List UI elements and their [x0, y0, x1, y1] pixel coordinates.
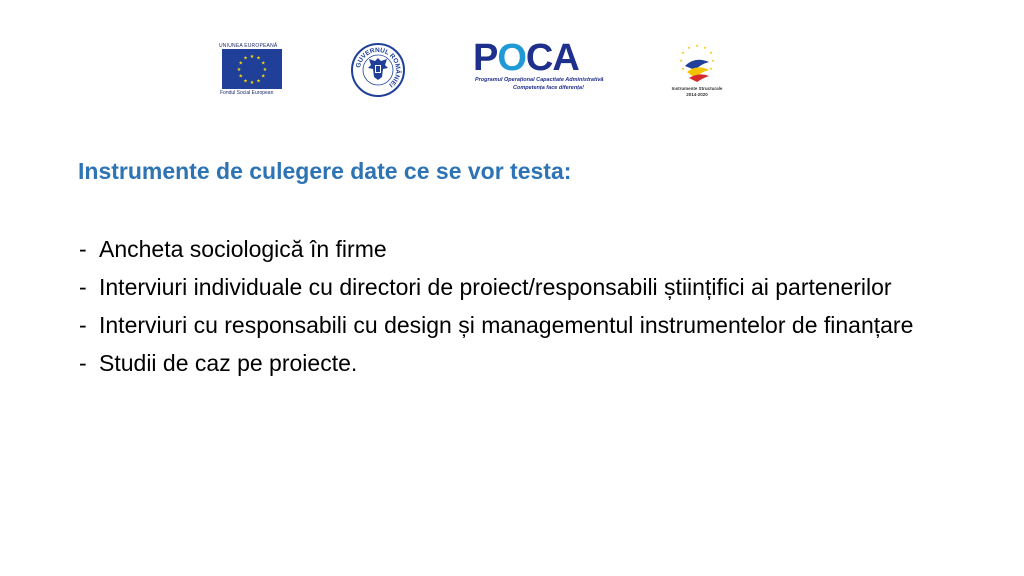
- svg-text:★: ★: [709, 66, 713, 71]
- eu-logo-caption-top: UNIUNEA EUROPEANĂ: [219, 43, 278, 49]
- svg-text:★: ★: [711, 58, 715, 63]
- poca-slogan: Competența face diferența!: [513, 85, 584, 91]
- structural-instruments-icon: [665, 40, 729, 86]
- svg-text:★: ★: [249, 54, 255, 60]
- slide-content: [78, 152, 958, 386]
- structural-instruments-years: 2014-2020: [686, 92, 708, 97]
- list-item-text: Interviuri cu responsabili cu design și managementul instrumentelor de finanțare: [99, 312, 914, 338]
- bullet-dash: -: [79, 350, 87, 376]
- svg-text:★: ★: [238, 73, 243, 80]
- svg-text:★: ★: [679, 58, 683, 63]
- svg-text:★: ★: [243, 55, 248, 62]
- svg-text:★: ★: [236, 67, 242, 73]
- svg-text:★: ★: [695, 43, 699, 48]
- structural-instruments-caption: Instrumente Structurale: [671, 86, 723, 91]
- svg-text:★: ★: [681, 50, 685, 55]
- government-seal-text: GUVERNUL ROMÂNIEI: [355, 46, 402, 89]
- slide-heading: Instrumente de culegere date ce se vor testa:: [78, 158, 572, 184]
- list-item: [78, 348, 958, 378]
- svg-text:★: ★: [687, 45, 691, 50]
- instrument-list: [78, 234, 958, 378]
- list-item-text: Interviuri individuale cu directori de proiect/responsabili științifici ai partenerilor: [99, 274, 892, 300]
- svg-text:★: ★: [238, 60, 243, 67]
- svg-text:★: ★: [261, 73, 266, 80]
- list-item-text: Ancheta sociologică în firme: [99, 236, 387, 262]
- poca-program-name: Programul Operațional Capacitate Administrativă: [475, 77, 604, 83]
- eu-flag-icon: [222, 49, 282, 89]
- coat-of-arms-icon: [351, 43, 405, 97]
- svg-text:★: ★: [262, 67, 268, 73]
- svg-text:★: ★: [256, 55, 261, 62]
- svg-text:★: ★: [249, 80, 255, 86]
- logo-bar: [0, 0, 1024, 110]
- eu-logo-caption-bottom: Fondul Social European: [220, 90, 274, 96]
- bullet-dash: -: [79, 274, 87, 300]
- government-seal: [351, 43, 405, 97]
- eu-logo: [219, 43, 283, 97]
- svg-text:★: ★: [709, 50, 713, 55]
- list-item-text: Studii de caz pe proiecte.: [99, 350, 358, 376]
- svg-text:★: ★: [243, 78, 248, 85]
- structural-instruments-logo: [665, 40, 729, 102]
- svg-text:★: ★: [703, 45, 707, 50]
- list-item: [78, 234, 958, 264]
- svg-text:★: ★: [261, 60, 266, 67]
- poca-wordmark: POCA: [473, 37, 579, 79]
- svg-text:★: ★: [681, 66, 685, 71]
- list-item: [78, 272, 958, 302]
- poca-logo: [473, 37, 605, 99]
- bullet-dash: -: [79, 236, 87, 262]
- bullet-dash: -: [79, 312, 87, 338]
- svg-text:★: ★: [256, 78, 261, 85]
- list-item: [78, 310, 958, 340]
